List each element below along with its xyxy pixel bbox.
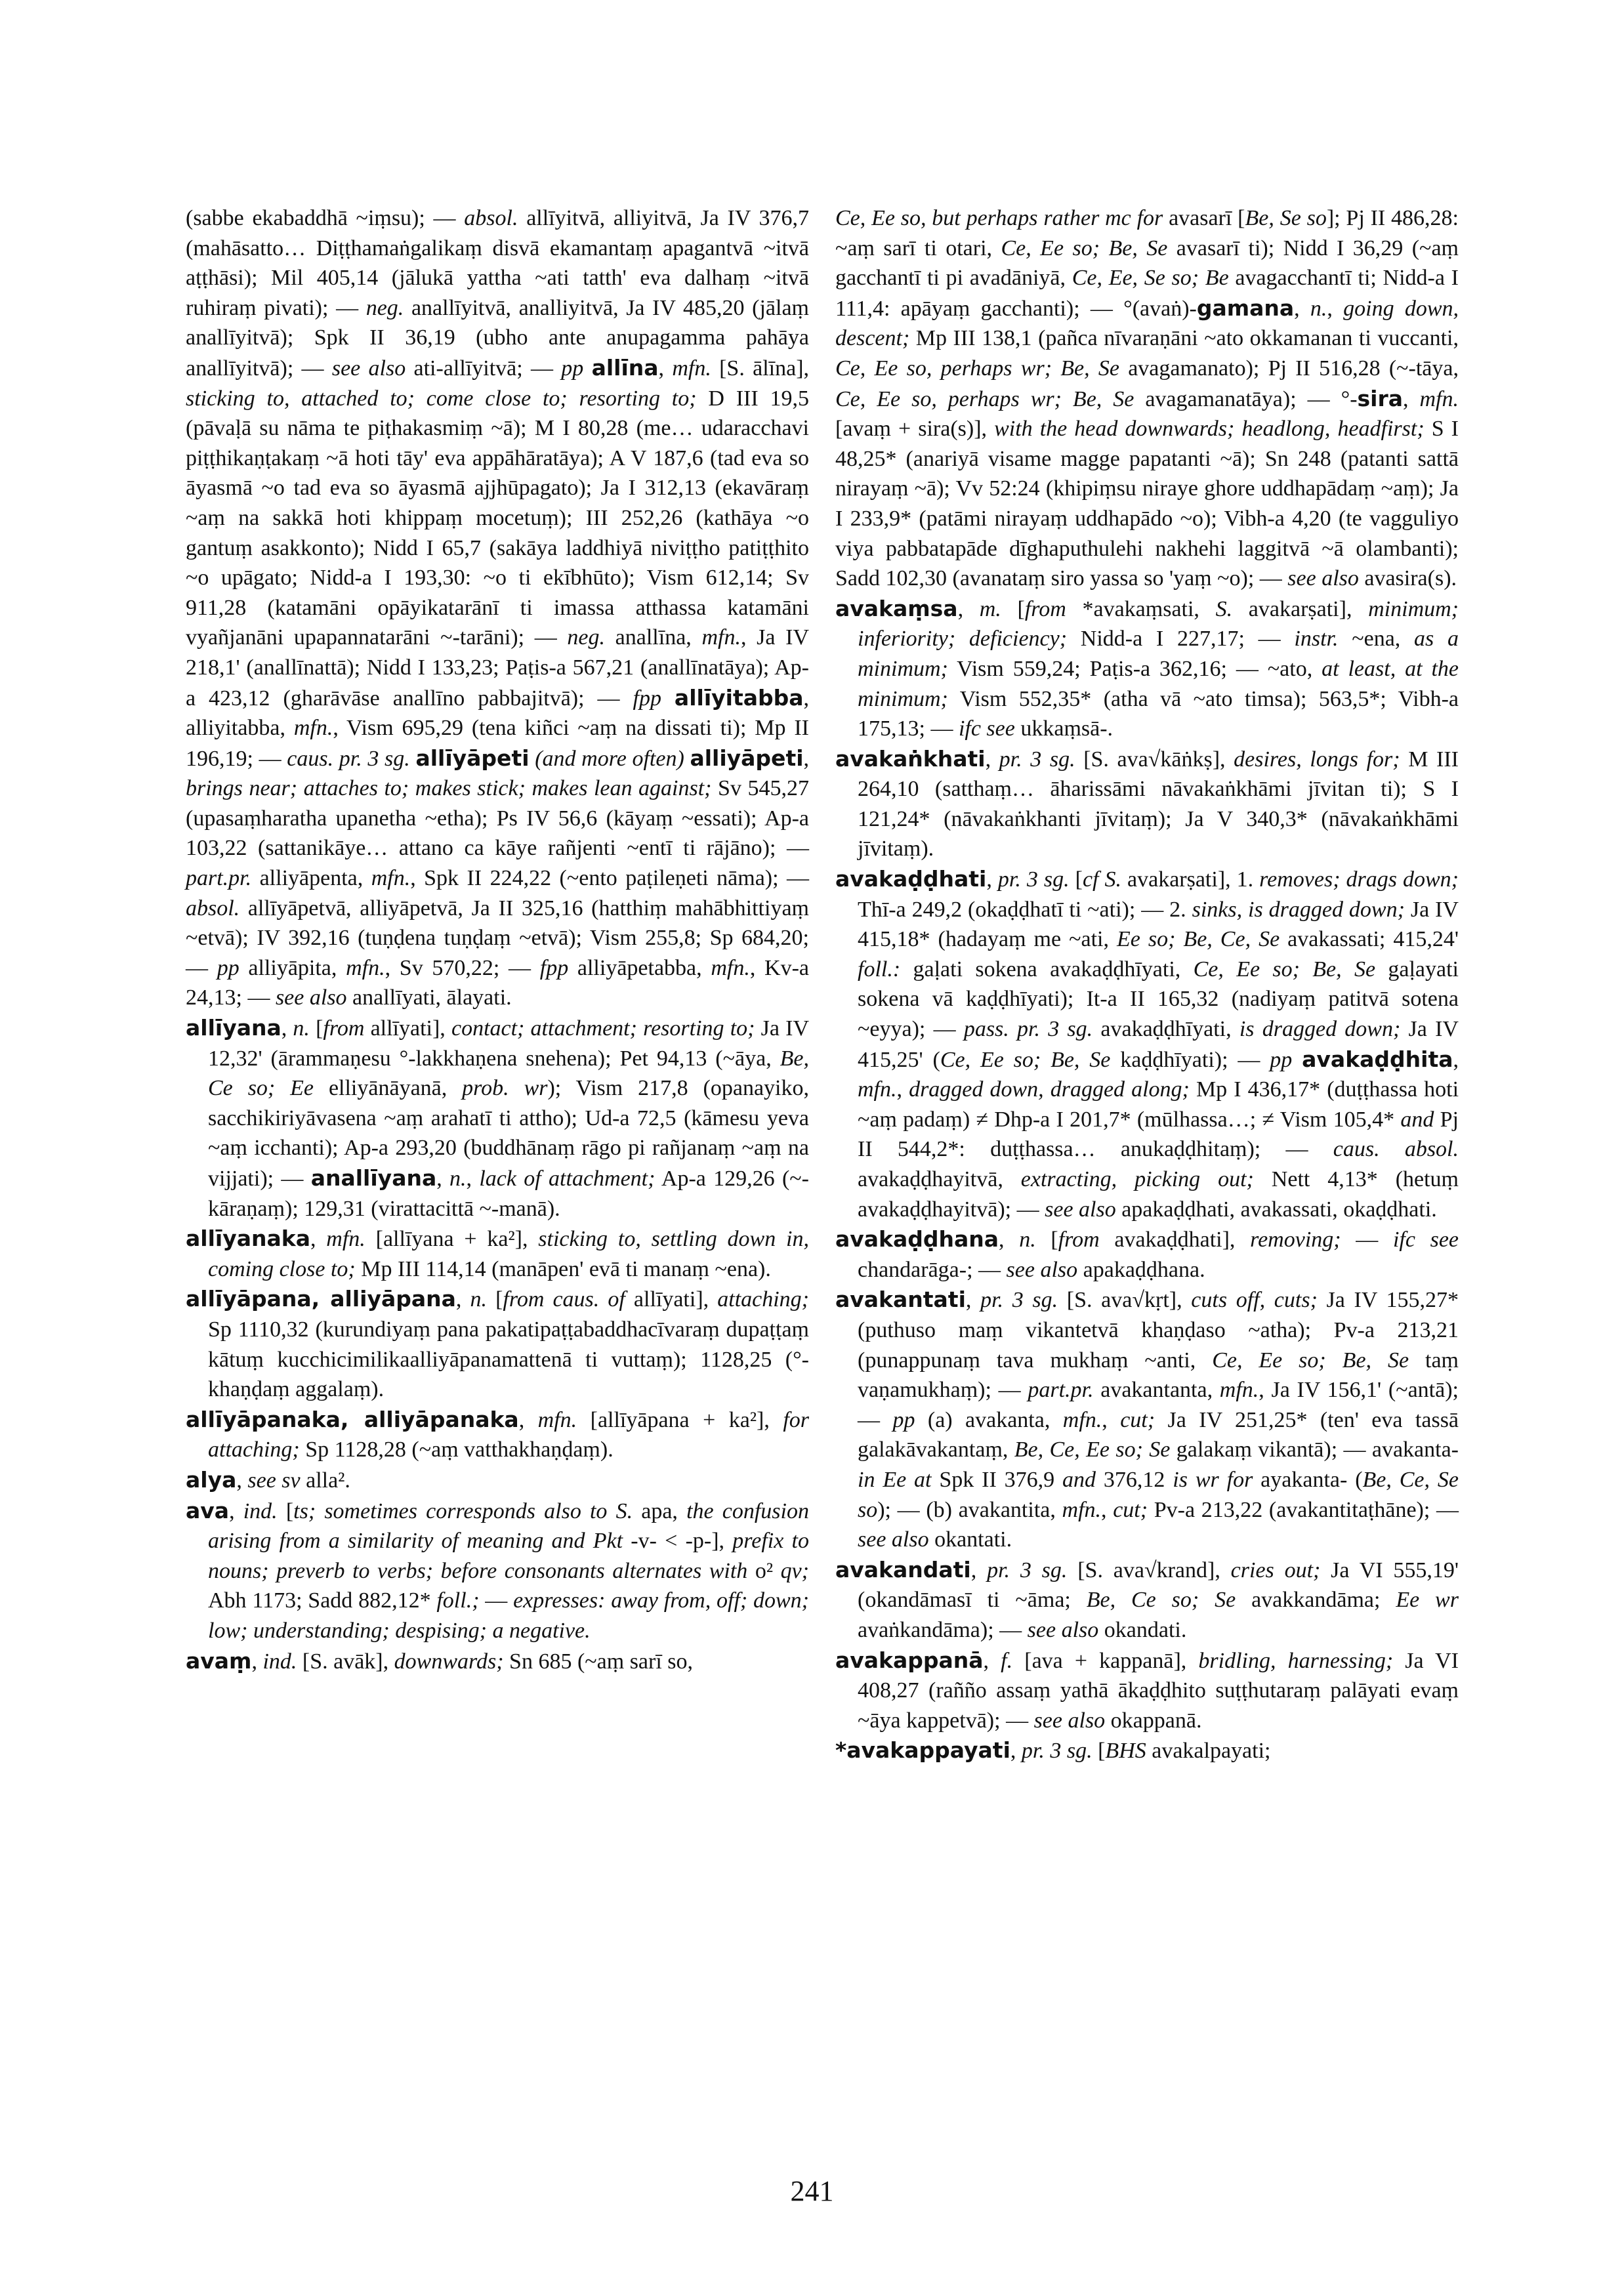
entry-text: prob. wr [462, 1076, 548, 1101]
entry-text: — [479, 1588, 514, 1613]
entry-text: mfn. [711, 955, 750, 980]
entry-text: n. [1019, 1228, 1036, 1252]
entry-text: is wr for [1173, 1467, 1253, 1492]
entry-text: see also [1033, 1708, 1106, 1733]
dictionary-entry [835, 1735, 1459, 1766]
entry-text: Mp III 114,14 (manāpen' evā ti manaṃ ~ena). [355, 1256, 771, 1281]
headword: allīyana [186, 1015, 281, 1041]
entry-text: avagamanatāya); — °- [1134, 386, 1358, 411]
entry-text: S I 48,25* (anariyā visame magge papatanti ~ā); Sn 248 (patanti sattā nirayaṃ ~ā); Vv 52:24 (khipiṃsu niraye ghore uddhapādaṃ ~aṃ); Ja I 233,9* (patāmi nirayaṃ uddhapādo ~o); Vibh-a 4,20 (te vagguliyo viya pabbatapāde dīghaputhulehi nakhehi laggitvā ~ā olambanti); Sadd 102,30 (avanataṃ siro yassa so 'yaṃ ~o); — [835, 417, 1459, 591]
entry-text: removes; drags down; [1259, 867, 1459, 892]
entry-text: 376,12 [1096, 1467, 1173, 1492]
entry-text: mfn. [858, 1077, 897, 1102]
entry-text: gaḷati sokena avakaḍḍhīyati, [900, 957, 1194, 982]
entry-text: , [229, 1499, 243, 1523]
entry-text: , [281, 1016, 293, 1041]
entry-text: n. [449, 1167, 467, 1191]
entry-text: from [1024, 596, 1066, 621]
entry-text: with the head downwards; headlong, headfirst; [994, 417, 1425, 442]
entry-text: Nett 4,13* (hetuṃ avakaḍḍhayitvā); — [858, 1167, 1459, 1222]
headword: allīyanaka [186, 1226, 310, 1252]
headword: avakantati [835, 1287, 966, 1313]
entry-text: pr. 3 sg. [980, 1288, 1058, 1313]
entry-text: , [436, 1167, 450, 1191]
dictionary-entry [835, 594, 1459, 744]
entry-text: Spk II 376,9 [931, 1467, 1063, 1492]
entry-text: galakaṃ vikantā); — avakanta- [1170, 1437, 1459, 1462]
entry-text: fpp [539, 955, 569, 980]
entry-text: Be, Ce so; Ee [208, 1046, 809, 1101]
entry-text: , [803, 746, 810, 771]
headword: avakaṃsa [835, 595, 958, 621]
entry-text: pr. 3 sg. [997, 867, 1070, 892]
entry-text: mfn. [537, 1407, 577, 1432]
entry-text: , [466, 1167, 480, 1191]
entry-text: see also [275, 985, 347, 1010]
entry-text: mfn. [346, 955, 385, 980]
entry-text: , [455, 1287, 470, 1312]
entry-text: avagacchantī ti; Nidd-a I 111,4: apāyaṃ gacchanti); — °(avaṅ)- [835, 266, 1459, 321]
entry-text: [ava + kappanā], [1012, 1648, 1199, 1673]
entry-text: avakassati; 415,24' [1280, 927, 1459, 952]
entry-text: , [896, 1077, 909, 1102]
entry-text: pp [1270, 1047, 1293, 1072]
entry-text: [ [309, 1016, 323, 1041]
entry-text: -v- < -p-], [623, 1529, 733, 1554]
entry-text: avaṅkandāma); — [858, 1617, 1028, 1642]
entry-text: Be, Ce, Se so [858, 1467, 1459, 1522]
entry-text: apa, [633, 1499, 687, 1523]
entry-text: okantati. [928, 1527, 1012, 1552]
entry-text: avasarī ti); Nidd I 36,29 (~aṃ gacchantī ti pi avadāniyā, [835, 236, 1459, 291]
entry-text: ifc see [958, 716, 1015, 741]
entry-text: , [1102, 1407, 1121, 1432]
entry-text: , [970, 1558, 988, 1582]
entry-text: Ee wr [1396, 1588, 1459, 1613]
entry-text: , [1327, 296, 1344, 321]
entry-text: ukkaṃsā-. [1014, 716, 1114, 741]
headword: *avakappayati [835, 1737, 1010, 1764]
entry-text: mfn. [672, 356, 711, 381]
entry-text: [S. avāk], [297, 1649, 394, 1674]
entry-text: M III 264,10 (satthaṃ… āharissāmi nāvakaṅkhāmi jīvitan ti); S I 121,24* (nāvakaṅkhanti jīvitaṃ); Ja V 340,3* (nāvakaṅkhāmi jīvitaṃ). [858, 747, 1459, 861]
entry-text: , Ja IV 156,1' (~antā); — [858, 1378, 1459, 1432]
entry-text: Ce, Ee so; Be, Se [1212, 1348, 1409, 1373]
entry-text: pass. pr. 3 sg. [963, 1017, 1093, 1042]
headword: allīyitabba [674, 684, 804, 711]
entry-text: qv; [780, 1558, 809, 1583]
entry-text: foll.; [436, 1588, 480, 1613]
entry-text: from [323, 1016, 365, 1041]
entry-text: desires, longs for; [1234, 747, 1400, 772]
entry-text: dragged down, dragged along; [909, 1077, 1190, 1102]
entry-text: o² [747, 1558, 781, 1583]
entry-text: okappanā. [1105, 1708, 1202, 1733]
entry-text: , [965, 1288, 981, 1313]
right-column [835, 203, 1459, 1766]
entry-continuation [186, 203, 809, 1013]
entry-text: , [999, 1228, 1020, 1252]
entry-text: [ [1069, 867, 1083, 892]
entry-text: avakkandāma; [1236, 1588, 1396, 1613]
headword: avakappanā [835, 1647, 984, 1673]
entry-text: expresses: away from, off; down; low; understanding; despising; a negative. [208, 1588, 810, 1643]
dictionary-entry [835, 1285, 1459, 1554]
entry-text: mfn. [326, 1227, 365, 1252]
entry-text: going down, descent; [835, 296, 1459, 351]
entry-text: pp [217, 955, 239, 980]
dictionary-entry [835, 744, 1459, 864]
entry-text: ind. [243, 1499, 278, 1523]
entry-text: , [518, 1407, 538, 1432]
entry-text: mfn. [371, 866, 411, 891]
entry-text: , Spk II 224,22 (~ento paṭileṇeti nāma); — [410, 866, 809, 891]
entry-text: Ja IV 415,25' ( [858, 1017, 1459, 1072]
entry-text: okandati. [1098, 1617, 1187, 1642]
dictionary-entry [835, 1645, 1459, 1736]
entry-text: removing; [1250, 1228, 1341, 1252]
entry-text: avasarī [ [1163, 206, 1245, 230]
entry-text: , [1010, 1739, 1022, 1764]
entry-text: cries out; [1230, 1558, 1321, 1582]
entry-text [661, 686, 675, 711]
entry-text: sticking to, settling down in, coming close to; [208, 1227, 810, 1281]
headword: alya [186, 1466, 237, 1493]
entry-text: f. [1001, 1648, 1013, 1673]
entry-text: [allīyāpana + ka²], [577, 1407, 783, 1432]
dictionary-entry [186, 1013, 809, 1224]
entry-text: avakaḍḍhīyati, [1093, 1017, 1239, 1042]
entry-text: neg. [567, 625, 605, 650]
dictionary-entry [186, 1465, 809, 1496]
dictionary-entry [835, 1224, 1459, 1285]
entry-text: *avakaṃsati, [1066, 596, 1216, 621]
entry-text: avakantanta, [1093, 1378, 1220, 1403]
entry-text: avakalpayati; [1146, 1739, 1271, 1764]
entry-text: caus. absol. [1333, 1137, 1459, 1162]
entry-text: for attaching; [208, 1407, 809, 1462]
entry-text: Ee so; Be, Ce, Se [1117, 927, 1280, 952]
entry-text: ati-allīyitvā; — [406, 356, 562, 381]
entry-text: part.pr. [1028, 1378, 1094, 1403]
entry-text: pr. 3 sg. [987, 1558, 1068, 1582]
entry-text: Ja VI 408,27 (rañño assaṃ yathā ākaḍḍhito suṭṭhutaraṃ palāyati evaṃ ~āya kappetvā); — [858, 1648, 1459, 1733]
entry-text: extracting, picking out; [1020, 1167, 1254, 1191]
entry-text: cut; [1120, 1407, 1156, 1432]
entry-text: (and more often) [535, 746, 684, 771]
entry-text: and [1062, 1467, 1096, 1492]
entry-text: [S. ava√krand], [1067, 1558, 1231, 1582]
left-column [186, 203, 809, 1676]
headword: alliyāpeti [690, 745, 804, 771]
entry-text: cuts off, cuts; [1191, 1288, 1318, 1313]
entry-text: [S. ava√kāṅkṣ], [1075, 747, 1234, 772]
entry-text: Ja IV 251,25* (ten' eva tassā galakāvakantaṃ, [858, 1407, 1459, 1462]
entry-text: apakaḍḍhati, avakassati, okaḍḍhati. [1115, 1197, 1437, 1222]
entry-continuation [835, 203, 1459, 594]
entry-text: avagamanato); Pj II 516,28 (~-tāya, [1119, 356, 1459, 381]
entry-text: , [1403, 386, 1420, 411]
entry-text: Sn 685 (~aṃ sarī so, [503, 1649, 694, 1674]
entry-text: mfn. [293, 716, 333, 741]
entry-text: the confusion arising from a similarity of meaning and Pkt [208, 1499, 809, 1554]
entry-text: from [1058, 1228, 1100, 1252]
entry-text: Ja VI 555,19' (okandāmasī ti ~āma; [858, 1558, 1459, 1613]
entry-text: m. [979, 596, 1001, 621]
entry-text: from caus. of [503, 1287, 625, 1312]
entry-text: Mp I 436,17* (duṭṭhassa hoti ~aṃ padaṃ) ≠ Dhp-a I 201,7* (mūlhassa…; ≠ Vism 105,4* [858, 1077, 1459, 1132]
entry-text: and [1400, 1107, 1434, 1132]
entry-text: see also [858, 1527, 929, 1552]
entry-text: pr. 3 sg. [1021, 1739, 1093, 1764]
entry-text: pr. 3 sg. [999, 747, 1075, 772]
dictionary-entry [186, 1496, 809, 1646]
entry-text: cf S. [1082, 867, 1121, 892]
entry-text: mfn. [1062, 1407, 1102, 1432]
entry-text: apakaḍḍhana. [1077, 1257, 1205, 1282]
entry-text: see also [1287, 566, 1359, 591]
entry-text: ind. [262, 1649, 297, 1674]
headword: avaṃ [186, 1647, 252, 1674]
dictionary-entry [186, 1405, 809, 1465]
entry-text: , [985, 747, 999, 772]
entry-text: Ap-a 129,26 (~-kāraṇaṃ); 129,31 (virattacittā ~-manā). [208, 1167, 810, 1221]
entry-text: S. [1215, 596, 1233, 621]
entry-text: sinks, is dragged down; [1192, 897, 1405, 922]
entry-text: pp [561, 356, 584, 381]
entry-text: Ja IV 415,18* (hadayaṃ me ~ati, [858, 897, 1459, 952]
entry-text: Ja IV 155,27* (puthuso maṃ vikantetvā khaṇḍaso ~atha); Pv-a 213,21 (punappunaṃ tava mukhaṃ ~anti, [858, 1288, 1459, 1373]
dictionary-entry [186, 1646, 809, 1677]
entry-text: see also [1027, 1617, 1099, 1642]
entry-text: avakarṣati], [1232, 596, 1369, 621]
entry-text: [ [486, 1287, 503, 1312]
entry-text: mfn. [1219, 1378, 1259, 1403]
entry-text: see also [331, 356, 406, 381]
entry-text: kaḍḍhīyati); — [1110, 1047, 1270, 1072]
entry-text: [ [277, 1499, 294, 1523]
entry-text: D III 19,5 (pāvaḷā su nāma te piṭhakasmiṃ ~ā); M I 80,28 (me… udaracchavi piṭṭhikaṇṭakaṃ ~ā hoti tāy' eva appāhāratāya); A V 187,6 (tad eva so āyasmā ~o tad eva so āyasmā ajjhūpagato); Ja I 312,13 (ekavāraṃ ~aṃ na sakkā hoti khippaṃ mocetuṃ); III 252,26 (kathāya ~o gantuṃ asakkonto); Nidd I 65,7 (sakāya laddhiyā niviṭṭho patiṭṭhito ~o upāgato; Nidd-a I 193,30: ~o ti ekībhūto); Vism 612,14; Sv 911,28 (katamāni opāyikatarānī ti imassa atthassa katamāni vyañjanāni upapannatarāni ~-tarāni); — [186, 386, 809, 650]
entry-text: at least, at the minimum; [858, 656, 1459, 711]
entry-text: , [310, 1227, 327, 1252]
entry-text: in Ee at [858, 1467, 932, 1492]
entry-text: Ce, Ee so; Be, Se [1001, 236, 1168, 260]
entry-text: minimum; inferiority; deficiency; [858, 596, 1459, 651]
entry-text: absol. [186, 896, 240, 920]
entry-text: allīyati], [364, 1016, 451, 1041]
entry-text: [avaṃ + sira(s)], [835, 417, 995, 442]
entry-text: , alliyitabba, [186, 686, 810, 741]
entry-text: sticking to, attached to; come close to; resorting to; [186, 386, 697, 411]
entry-text: Ce, Ee so; Be, Se [1193, 957, 1376, 982]
headword: allīyāpanaka, alliyāpanaka [186, 1406, 519, 1432]
entry-text: , [236, 1468, 248, 1493]
entry-text: Thī-a 249,2 (okaḍḍhatī ti ~ati); — 2. [858, 897, 1192, 922]
entry-text: see sv [247, 1468, 301, 1493]
entry-text: ~ena, [1338, 627, 1415, 651]
entry-text: elliyānāyanā, [314, 1076, 463, 1101]
entry-text: [ [1092, 1739, 1106, 1764]
entry-text: taṃ vaṇamukhaṃ); — [858, 1348, 1459, 1403]
headword: avakaḍḍhati [835, 866, 987, 892]
entry-text: n. [470, 1287, 487, 1312]
entry-text: , Sv 570,22; — [385, 955, 540, 980]
dictionary-entry [835, 1555, 1459, 1645]
entry-text: , [986, 867, 998, 892]
entry-text: ayakanta- ( [1253, 1467, 1363, 1492]
entry-text: Sp 1128,28 (~aṃ vatthakhaṇḍaṃ). [299, 1437, 614, 1462]
entry-text: foll.: [858, 957, 901, 982]
entry-text: Abh 1173; Sadd 882,12* [208, 1588, 437, 1613]
entry-text: , [1453, 1047, 1459, 1072]
headword: allīyāpana, alliyāpana [186, 1286, 456, 1312]
entry-text: Mp III 138,1 (pañca nīvaraṇāni ~ato okkamanan ti vuccanti, [909, 326, 1459, 351]
entry-text: avakaḍḍhayitvā, [858, 1167, 1021, 1191]
entry-text: (a) avakanta, [915, 1407, 1063, 1432]
entry-text: Sv 545,27 (upasaṃharatha upanetha ~etha); Ps IV 56,6 (kāyaṃ ~essati); Ap-a 103,22 (sattanikāye… attano ca kāye rañjenti ~entī ti rājāno); — [186, 776, 809, 861]
entry-text: Ce, Ee so; Be, Se [940, 1047, 1111, 1072]
entry-text: mfn. [1419, 386, 1459, 411]
headword: sira [1357, 385, 1404, 411]
entry-text [1292, 1048, 1302, 1072]
entry-text: Sp 1110,32 (kurundiyaṃ pana pakatipaṭṭabaddhacīvaraṃ dupaṭṭaṃ kātuṃ kucchicimilikaalliyāpanamattenā ti vuttaṃ); 1128,25 (°-khaṇḍaṃ aggalaṃ). [208, 1317, 809, 1402]
entry-text: Nidd-a I 227,17; — [1067, 627, 1295, 651]
entry-text: Be, Ce, Ee so; Se [1014, 1437, 1171, 1462]
headword: allīyāpeti [415, 745, 530, 771]
entry-text: as a minimum; [858, 627, 1459, 681]
entry-text: instr. [1294, 627, 1339, 651]
dictionary-entry [186, 1224, 809, 1284]
entry-text: alla². [300, 1468, 350, 1493]
entry-text: , [1294, 296, 1310, 321]
entry-text: BHS [1105, 1739, 1146, 1764]
entry-text: anallīyitvā, analliyitvā, Ja IV 485,20 (jālaṃ anallīyitvā); Spk II 36,19 (ubho ante anupagamma pahāya anallīyitvā); — [186, 295, 810, 381]
entry-text: avakaḍḍhati], [1099, 1228, 1251, 1252]
entry-text: , [983, 1648, 1001, 1673]
entry-text: , [1101, 1497, 1114, 1522]
entry-text: Vism 559,24; Paṭis-a 362,16; — ~ato, [947, 656, 1322, 681]
entry-text: [allīyana + ka²], [365, 1227, 539, 1252]
entry-text: Pj II 544,2*: duṭṭhassa… anukaḍḍhitaṃ); — [858, 1107, 1459, 1162]
entry-text: , [957, 596, 980, 621]
entry-text: caus. pr. 3 sg. [287, 746, 410, 771]
entry-text: alliyāpita, [239, 955, 346, 980]
entry-text: — [1341, 1228, 1393, 1252]
entry-text: is dragged down; [1239, 1017, 1401, 1042]
dictionary-entry [835, 864, 1459, 1224]
entry-text: cut; [1113, 1497, 1148, 1522]
entry-text: Ce, Ee so, perhaps wr; Be, Se [835, 386, 1135, 411]
entry-text: anallīyati, ālayati. [346, 985, 512, 1010]
entry-text: alliyāpenta, [251, 866, 371, 891]
entry-text: mfn. [1062, 1497, 1102, 1522]
entry-text: Be, Ce so; Se [1086, 1588, 1236, 1613]
entry-text: , Kv-a 24,13; — [186, 955, 810, 1010]
headword: gamana [1196, 295, 1295, 321]
entry-text: n. [293, 1016, 310, 1041]
entry-text: , Vism 695,29 (tena kiñci ~aṃ na dissati ti); Mp II 196,19; — [186, 716, 809, 771]
headword: avakaḍḍhita [1302, 1046, 1453, 1072]
entry-text: attaching; [717, 1287, 810, 1312]
entry-text: neg. [365, 295, 404, 320]
entry-text: Ce, Ee so, but perhaps rather mc for [835, 206, 1163, 230]
entry-text: absol. [464, 206, 518, 230]
entry-text: ]; Pj II 486,28: ~aṃ sarī ti otari, [835, 206, 1459, 260]
entry-text: [ [1035, 1228, 1058, 1252]
entry-text: anallīna, [605, 625, 702, 650]
headword: avakaṅkhati [835, 745, 986, 772]
entry-text: mfn. [701, 625, 741, 650]
entry-text: n. [1310, 296, 1327, 321]
entry-text [583, 356, 591, 381]
entry-text: lack of attachment; [479, 1167, 656, 1191]
entry-text: ); — (b) avakantita, [877, 1497, 1062, 1522]
entry-text: bridling, harnessing; [1198, 1648, 1394, 1673]
entry-text: gaḷayati sokena vā kaḍḍhīyati); It-a II 165,32 (nadiyaṃ patitvā sotena ~eyya); — [858, 957, 1459, 1042]
entry-text: [ [1001, 596, 1025, 621]
entry-text: Pv-a 213,22 (avakantitaṭhāne); — [1148, 1497, 1459, 1522]
entry-text: Ce, Ee so, perhaps wr; Be, Se [835, 356, 1119, 381]
entry-text: alliyāpetabba, [568, 955, 711, 980]
headword: allīna [591, 354, 659, 381]
entry-text: Ce, Ee, Se so; Be [1072, 266, 1229, 291]
entry-text: downwards; [394, 1649, 504, 1674]
entry-text: , Ja IV 218,1' (anallīnattā); Nidd I 133,23; Paṭis-a 567,21 (anallīnatāya); Ap-a 423,12 (gharāvāse anallīno pabbajitvā); — [186, 625, 809, 711]
entry-text: allīyāpetvā, alliyāpetvā, Ja II 325,16 (hatthiṃ mahābhittiyaṃ ~etvā); IV 392,16 (tuṇḍena tuṇḍaṃ ~etvā); Vism 255,8; Sp 684,20; — [186, 896, 809, 980]
entry-text: ts; sometimes corresponds also to S. [293, 1499, 633, 1523]
entry-text: allīyitvā, alliyitvā, Ja IV 376,7 (mahāsatto… Diṭṭhamaṅgalikaṃ disvā ekamantaṃ apagantvā ~itvā aṭṭhāsi); Mil 405,14 (jālukā yattha ~ati tatth' eva dalhaṃ ~itvā ruhiraṃ pivati); — [186, 206, 809, 320]
entry-text: avakarṣati], 1. [1121, 867, 1260, 892]
entry-text: ); Vism 217,8 (opanayiko, sacchikiriyāvasena ~aṃ arahatī ti attho); Ud-a 72,5 (kāmesu yeva ~aṃ icchanti); Ap-a 293,20 (buddhānaṃ rāgo pi rañjanaṃ ~aṃ na vijjati); — [208, 1076, 809, 1191]
page-number: 241 [790, 2175, 834, 2207]
entry-text: , [658, 356, 673, 381]
entry-text: [S. ālīna], [711, 356, 810, 381]
entry-text: allīyati], [625, 1287, 718, 1312]
entry-text: avasira(s). [1358, 566, 1457, 591]
entry-text: fpp [633, 686, 661, 711]
entry-text: chandarāga-; — [858, 1257, 1007, 1282]
entry-text: Vism 552,35* (atha vā ~ato timsa); 563,5*; Vibh-a 175,13; — [858, 686, 1459, 741]
entry-text: pp [892, 1407, 915, 1432]
entry-text: , [251, 1649, 263, 1674]
entry-text [530, 747, 535, 771]
entry-text: see also [1006, 1257, 1078, 1282]
entry-text: contact; attachment; resorting to; [451, 1016, 755, 1041]
entry-text: Ja IV 12,32' (ārammaṇesu °-lakkhaṇena snehena); Pet 94,13 (~āya, [208, 1016, 810, 1071]
entry-text: [S. ava√kṛt], [1058, 1288, 1192, 1313]
headword: ava [186, 1497, 230, 1523]
entry-text: prefix to nouns; preverb to verbs; before consonants alternates with [208, 1529, 809, 1583]
entry-text: Be, Se so [1245, 206, 1327, 230]
entry-text: brings near; attaches to; makes stick; makes lean against; [186, 776, 712, 801]
headword: avakandati [835, 1556, 971, 1582]
entry-text: see also [1045, 1197, 1116, 1222]
headword: anallīyana [310, 1165, 437, 1191]
entry-text: part.pr. [186, 866, 252, 891]
entry-text: (sabbe ekabaddhā ~iṃsu); — [186, 206, 465, 230]
headword: avakaḍḍhana [835, 1226, 999, 1252]
entry-text: ifc see [1392, 1228, 1459, 1252]
dictionary-entry [186, 1284, 809, 1404]
